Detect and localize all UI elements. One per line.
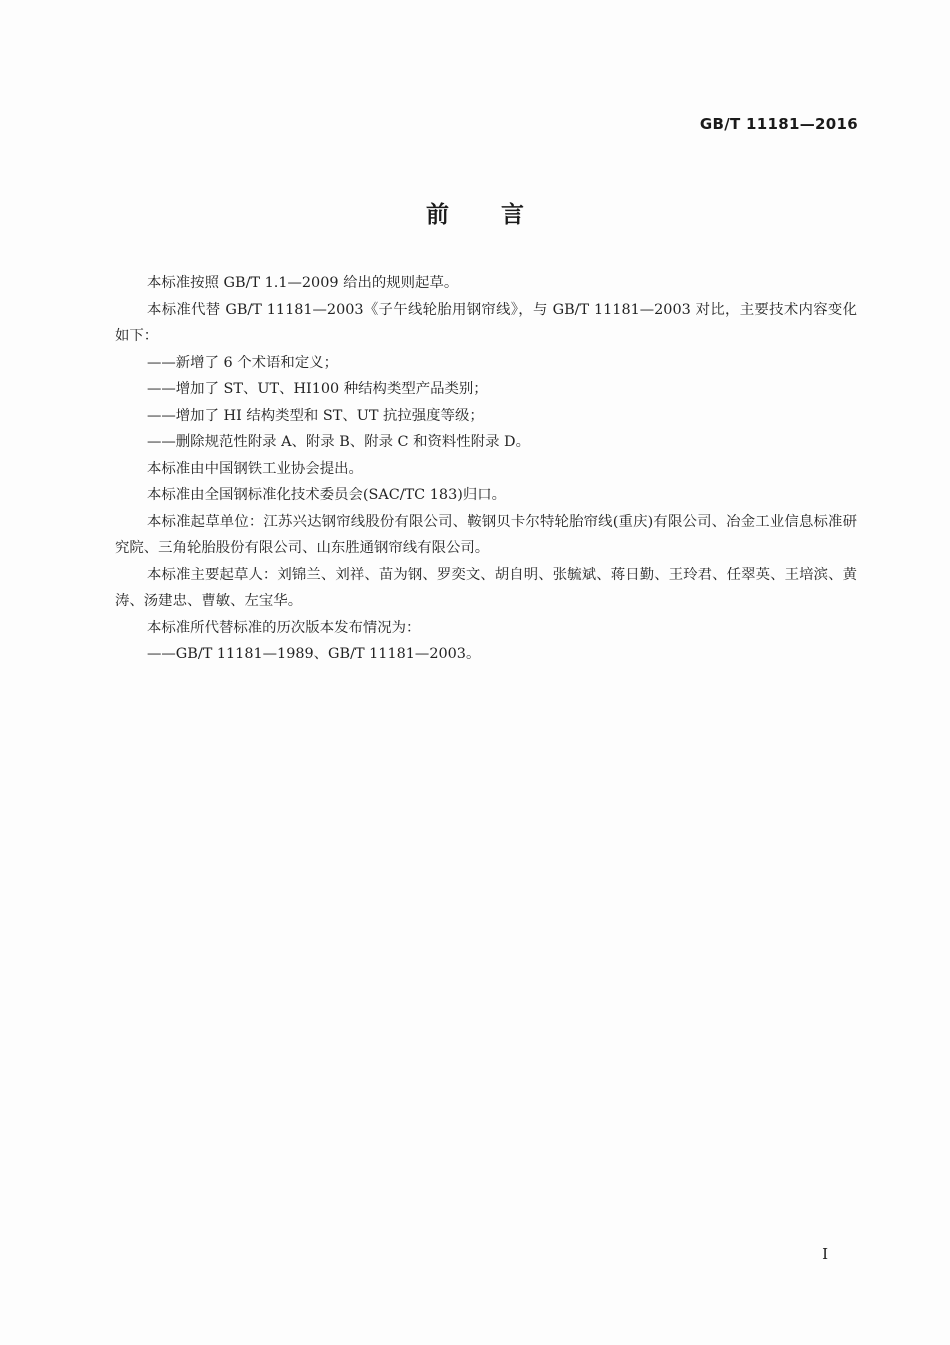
paragraph-drafting-units: 本标准起草单位：江苏兴达钢帘线股份有限公司、鞍钢贝卡尔特轮胎帘线(重庆)有限公司、冶金工业信息标准研究院、三角轮胎股份有限公司、山东胜通钢帘线有限公司。 [115, 513, 857, 556]
page-title: 前言 [426, 202, 576, 228]
list-item-change-3: ——增加了 HI 结构类型和 ST、UT 抗拉强度等级； [147, 407, 484, 424]
standard-number: GB/T 11181—2016 [699, 115, 858, 133]
paragraph-drafting-rules: 本标准按照 GB/T 1.1—2009 给出的规则起草。 [147, 275, 459, 291]
list-item-previous-editions: ——GB/T 11181—1989、GB/T 11181—2003。 [147, 646, 481, 662]
list-item-change-2: ——增加了 ST、UT、HI100 种结构类型产品类别； [147, 381, 488, 397]
paragraph-replacement: 本标准代替 GB/T 11181—2003《子午线轮胎用钢帘线》，与 GB/T 11181—2003 对比，主要技术内容变化如下： [115, 301, 857, 344]
paragraph-history: 本标准所代替标准的历次版本发布情况为： [147, 619, 421, 636]
list-item-change-1: ——新增了 6 个术语和定义； [147, 354, 338, 371]
paragraph-proposer: 本标准由中国钢铁工业协会提出。 [147, 460, 363, 477]
document-body [115, 270, 857, 668]
list-item-change-4: ——删除规范性附录 A、附录 B、附录 C 和资料性附录 D。 [147, 434, 530, 450]
paragraph-committee: 本标准由全国钢标准化技术委员会(SAC/TC 183)归口。 [147, 487, 507, 503]
page-number: I [822, 1245, 828, 1263]
paragraph-drafters: 本标准主要起草人：刘锦兰、刘祥、苗为钢、罗奕文、胡自明、张毓斌、蒋日勤、王玲君、任翠英、王培滨、黄涛、汤建忠、曹敏、左宝华。 [115, 566, 857, 609]
